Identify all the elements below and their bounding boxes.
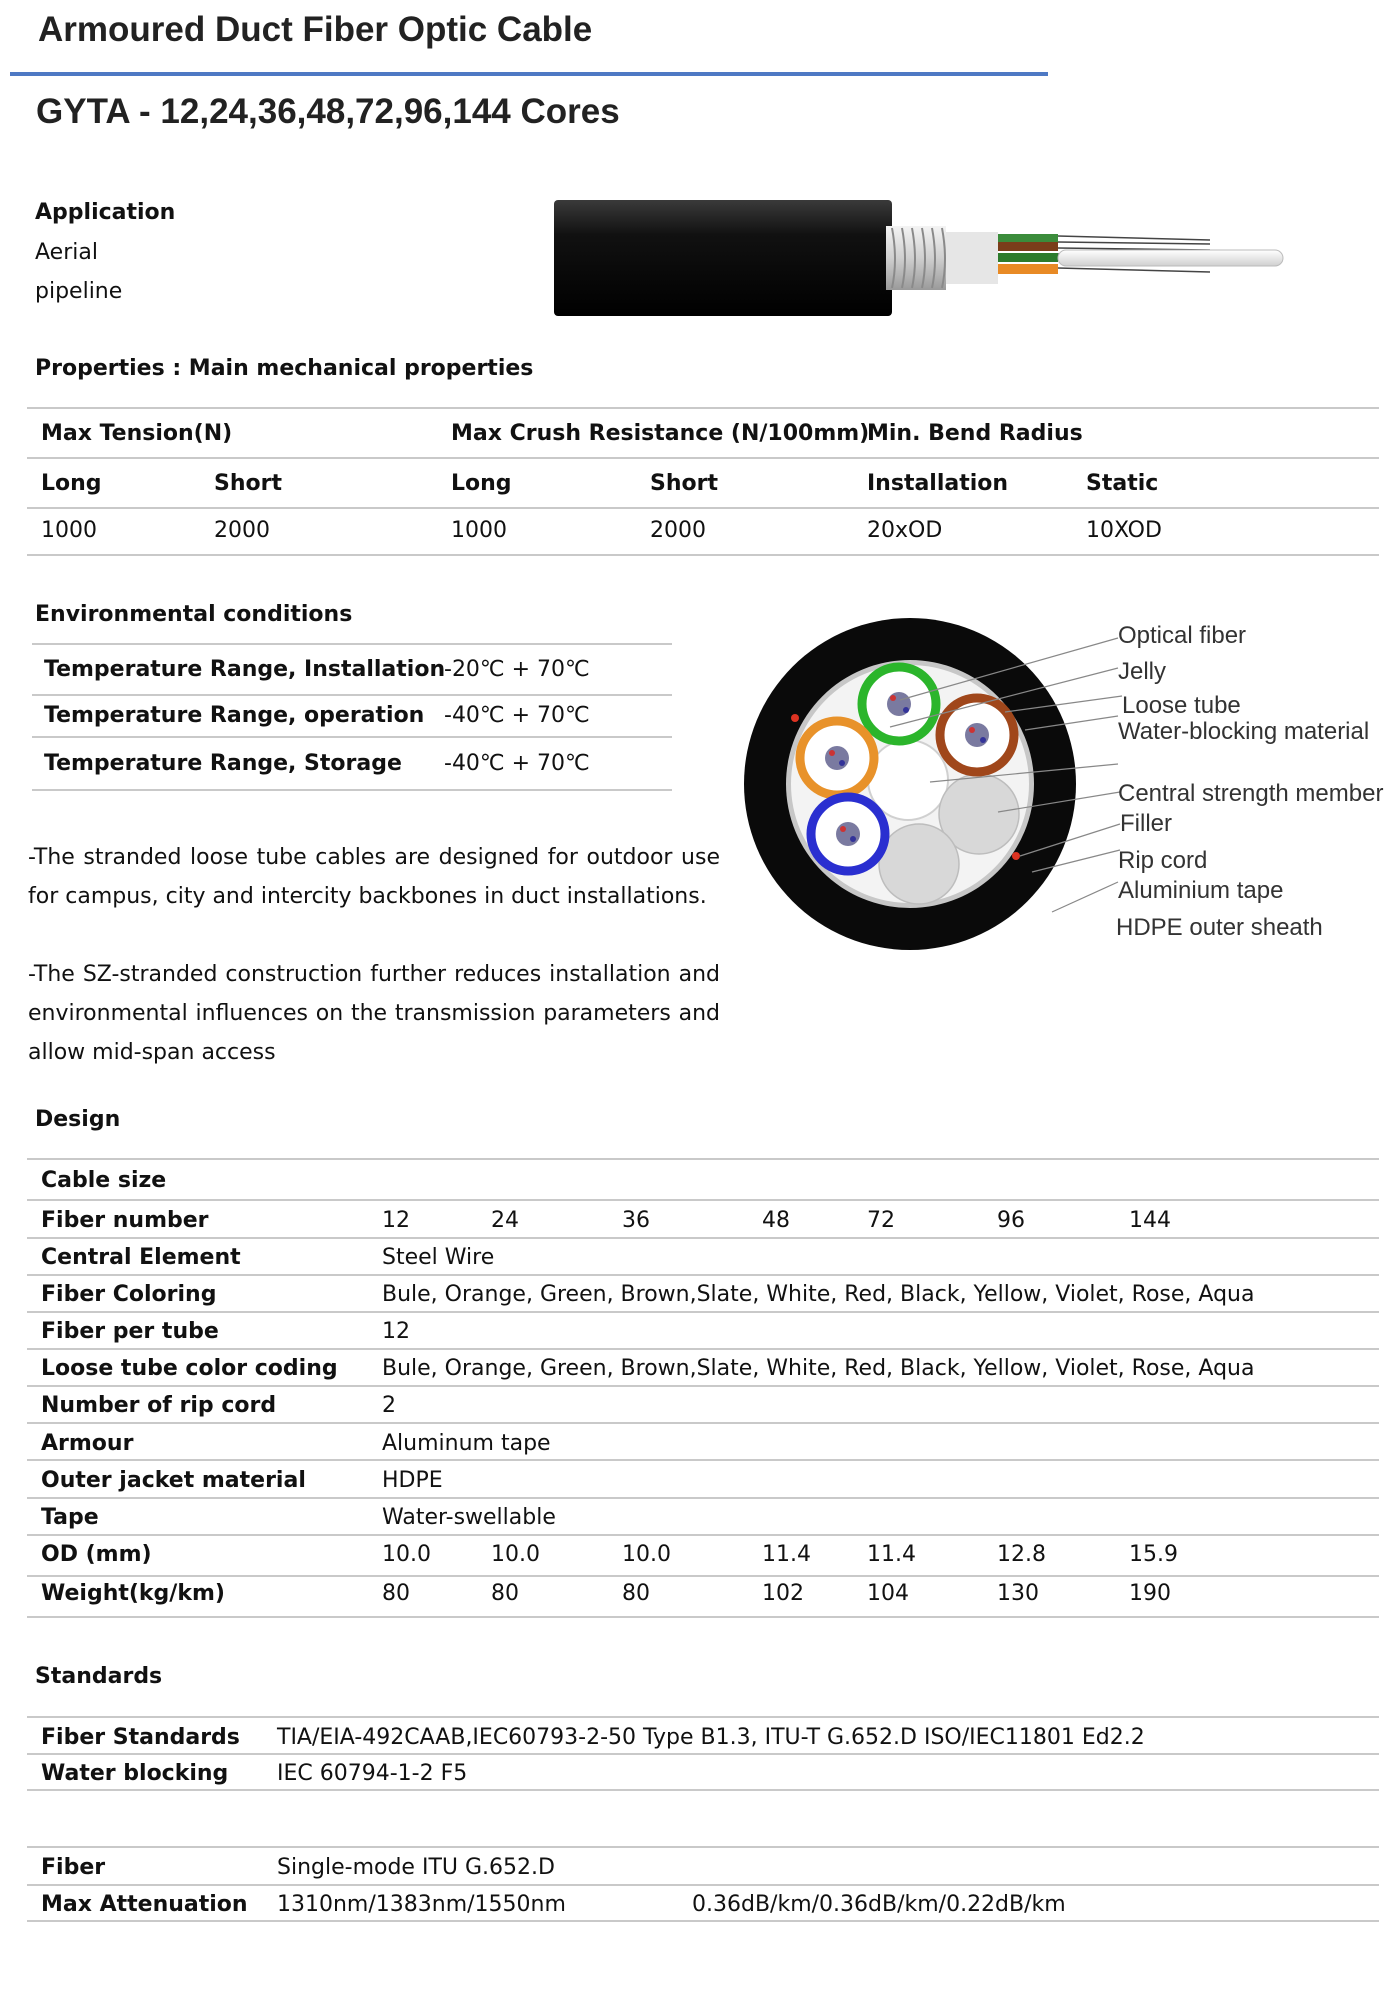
design-value: Bule, Orange, Green, Brown,Slate, White, Red, Black, Yellow, Violet, Rose, Aqua xyxy=(382,1282,1255,1307)
value-cell: 2000 xyxy=(214,518,270,543)
rip-cord-shape xyxy=(1012,852,1020,860)
standards-label: Fiber Standards xyxy=(41,1725,240,1750)
table-rule xyxy=(27,1385,1379,1387)
description-paragraph: -The stranded loose tube cables are designed for outdoor use for campus, city and intercity backbones in duct installations. xyxy=(28,845,720,909)
subheader-cell: Short xyxy=(214,471,282,496)
design-value: HDPE xyxy=(382,1468,443,1493)
rip-cord-shape xyxy=(791,714,799,722)
table-rule xyxy=(27,1199,1379,1201)
value-cell: 2000 xyxy=(650,518,706,543)
subheader-cell: Long xyxy=(41,471,102,496)
design-label: Armour xyxy=(41,1431,134,1456)
env-label: Temperature Range, operation xyxy=(44,703,425,728)
table-rule xyxy=(27,1237,1379,1239)
fiber-value: Single-mode ITU G.652.D xyxy=(277,1855,555,1880)
table-rule xyxy=(32,736,672,738)
design-heading: Design xyxy=(35,1107,121,1132)
design-label: OD (mm) xyxy=(41,1542,152,1567)
od-cell: 10.0 xyxy=(622,1542,671,1567)
weight-cell: 80 xyxy=(382,1581,410,1606)
table-rule xyxy=(27,1846,1379,1848)
cable-photo xyxy=(550,198,1290,320)
subheader-cell: Long xyxy=(451,471,512,496)
value-cell: 20xOD xyxy=(867,518,943,543)
standards-heading: Standards xyxy=(35,1664,163,1689)
design-label: Number of rip cord xyxy=(41,1393,277,1418)
group-header-tension: Max Tension(N) xyxy=(41,421,233,446)
weight-cell: 80 xyxy=(491,1581,519,1606)
design-value: Bule, Orange, Green, Brown,Slate, White, Red, Black, Yellow, Violet, Rose, Aqua xyxy=(382,1356,1255,1381)
design-label: Loose tube color coding xyxy=(41,1356,338,1381)
filler-shape xyxy=(879,824,959,904)
od-cell: 10.0 xyxy=(491,1542,540,1567)
od-cell: 10.0 xyxy=(382,1542,431,1567)
value-cell: 1000 xyxy=(41,518,97,543)
table-rule xyxy=(27,1616,1379,1618)
env-value: -20℃ + 70℃ xyxy=(444,657,590,682)
subheader-cell: Static xyxy=(1086,471,1159,496)
table-rule xyxy=(27,1311,1379,1313)
table-rule xyxy=(27,1920,1379,1922)
weight-cell: 190 xyxy=(1129,1581,1171,1606)
table-rule xyxy=(27,407,1379,409)
diagram-label: Rip cord xyxy=(1118,847,1208,874)
design-label: Tape xyxy=(41,1505,99,1530)
table-rule xyxy=(27,1422,1379,1424)
design-label: Fiber per tube xyxy=(41,1319,219,1344)
diagram-label: Aluminium tape xyxy=(1118,877,1284,904)
diagram-label: Optical fiber xyxy=(1118,622,1247,649)
fiber-number-cell: 72 xyxy=(867,1208,895,1233)
fiber-number-cell: 36 xyxy=(622,1208,650,1233)
page-subtitle: GYTA - 12,24,36,48,72,96,144 Cores xyxy=(36,92,620,131)
env-label: Temperature Range, Storage xyxy=(44,751,402,776)
loose-tube-orange xyxy=(800,721,874,795)
table-rule xyxy=(27,1158,1379,1160)
standards-value: TIA/EIA-492CAAB,IEC60793-2-50 Type B1.3, ITU-T G.652.D ISO/IEC11801 Ed2.2 xyxy=(277,1725,1145,1750)
design-label: Fiber Coloring xyxy=(41,1282,217,1307)
fiber-number-cell: 48 xyxy=(762,1208,790,1233)
attenuation-wavelengths: 1310nm/1383nm/1550nm xyxy=(277,1892,566,1917)
weight-cell: 80 xyxy=(622,1581,650,1606)
weight-cell: 102 xyxy=(762,1581,804,1606)
design-value: 2 xyxy=(382,1393,396,1418)
table-rule xyxy=(27,1348,1379,1350)
table-rule xyxy=(27,554,1379,556)
application-item: Aerial xyxy=(35,240,98,265)
loose-tube-blue xyxy=(811,797,885,871)
diagram-label: Loose tube xyxy=(1122,692,1241,719)
design-label: Outer jacket material xyxy=(41,1468,306,1493)
group-header-crush: Max Crush Resistance (N/100mm) xyxy=(451,421,870,446)
table-rule xyxy=(27,1274,1379,1276)
group-header-bend-radius: Min. Bend Radius xyxy=(867,421,1083,446)
table-rule xyxy=(27,1716,1379,1718)
diagram-label: Water-blocking material xyxy=(1118,718,1370,745)
standards-value: IEC 60794-1-2 F5 xyxy=(277,1761,468,1786)
table-rule xyxy=(32,643,672,645)
od-cell: 12.8 xyxy=(997,1542,1046,1567)
diagram-label: HDPE outer sheath xyxy=(1116,914,1323,941)
standards-label: Water blocking xyxy=(41,1761,229,1786)
table-rule xyxy=(27,457,1379,459)
fiber-number-cell: 12 xyxy=(382,1208,410,1233)
fiber-number-cell: 144 xyxy=(1129,1208,1171,1233)
design-label: Central Element xyxy=(41,1245,241,1270)
design-label: Fiber number xyxy=(41,1208,209,1233)
environment-heading: Environmental conditions xyxy=(35,602,353,627)
properties-heading: Properties : Main mechanical properties xyxy=(35,356,534,381)
value-cell: 1000 xyxy=(451,518,507,543)
design-value: 12 xyxy=(382,1319,410,1344)
subheader-cell: Installation xyxy=(867,471,1009,496)
env-value: -40℃ + 70℃ xyxy=(444,703,590,728)
loose-tube-brown xyxy=(940,698,1014,772)
attenuation-values: 0.36dB/km/0.36dB/km/0.22dB/km xyxy=(692,1892,1066,1917)
fiber-number-cell: 96 xyxy=(997,1208,1025,1233)
table-rule xyxy=(27,507,1379,509)
design-label: Weight(kg/km) xyxy=(41,1581,225,1606)
table-rule xyxy=(27,1884,1379,1886)
table-rule xyxy=(27,1575,1379,1577)
table-rule xyxy=(27,1459,1379,1461)
diagram-label: Filler xyxy=(1120,810,1172,837)
table-rule xyxy=(27,1497,1379,1499)
diagram-label: Central strength member xyxy=(1118,780,1384,807)
fiber-label: Fiber xyxy=(41,1855,106,1880)
env-label: Temperature Range, Installation xyxy=(44,657,446,682)
description-paragraph: -The SZ-stranded construction further reduces installation and environmental influences on the transmission parameters and allow mid-span access xyxy=(28,962,720,1065)
design-label: Cable size xyxy=(41,1168,167,1193)
table-rule xyxy=(27,1789,1379,1791)
weight-cell: 104 xyxy=(867,1581,909,1606)
design-value: Water-swellable xyxy=(382,1505,556,1530)
design-value: Steel Wire xyxy=(382,1245,495,1270)
table-rule xyxy=(27,1753,1379,1755)
application-item: pipeline xyxy=(35,279,123,304)
env-value: -40℃ + 70℃ xyxy=(444,751,590,776)
diagram-label: Jelly xyxy=(1118,658,1167,685)
fiber-number-cell: 24 xyxy=(491,1208,519,1233)
attenuation-label: Max Attenuation xyxy=(41,1892,248,1917)
weight-cell: 130 xyxy=(997,1581,1039,1606)
table-rule xyxy=(32,789,672,791)
value-cell: 10XOD xyxy=(1086,518,1162,543)
od-cell: 11.4 xyxy=(867,1542,916,1567)
table-rule xyxy=(27,1534,1379,1536)
table-rule xyxy=(32,694,672,696)
application-heading: Application xyxy=(35,200,176,225)
page-title: Armoured Duct Fiber Optic Cable xyxy=(38,10,593,49)
od-cell: 15.9 xyxy=(1129,1542,1178,1567)
title-divider xyxy=(10,72,1048,76)
od-cell: 11.4 xyxy=(762,1542,811,1567)
loose-tube-green xyxy=(862,667,936,741)
design-value: Aluminum tape xyxy=(382,1431,551,1456)
subheader-cell: Short xyxy=(650,471,718,496)
